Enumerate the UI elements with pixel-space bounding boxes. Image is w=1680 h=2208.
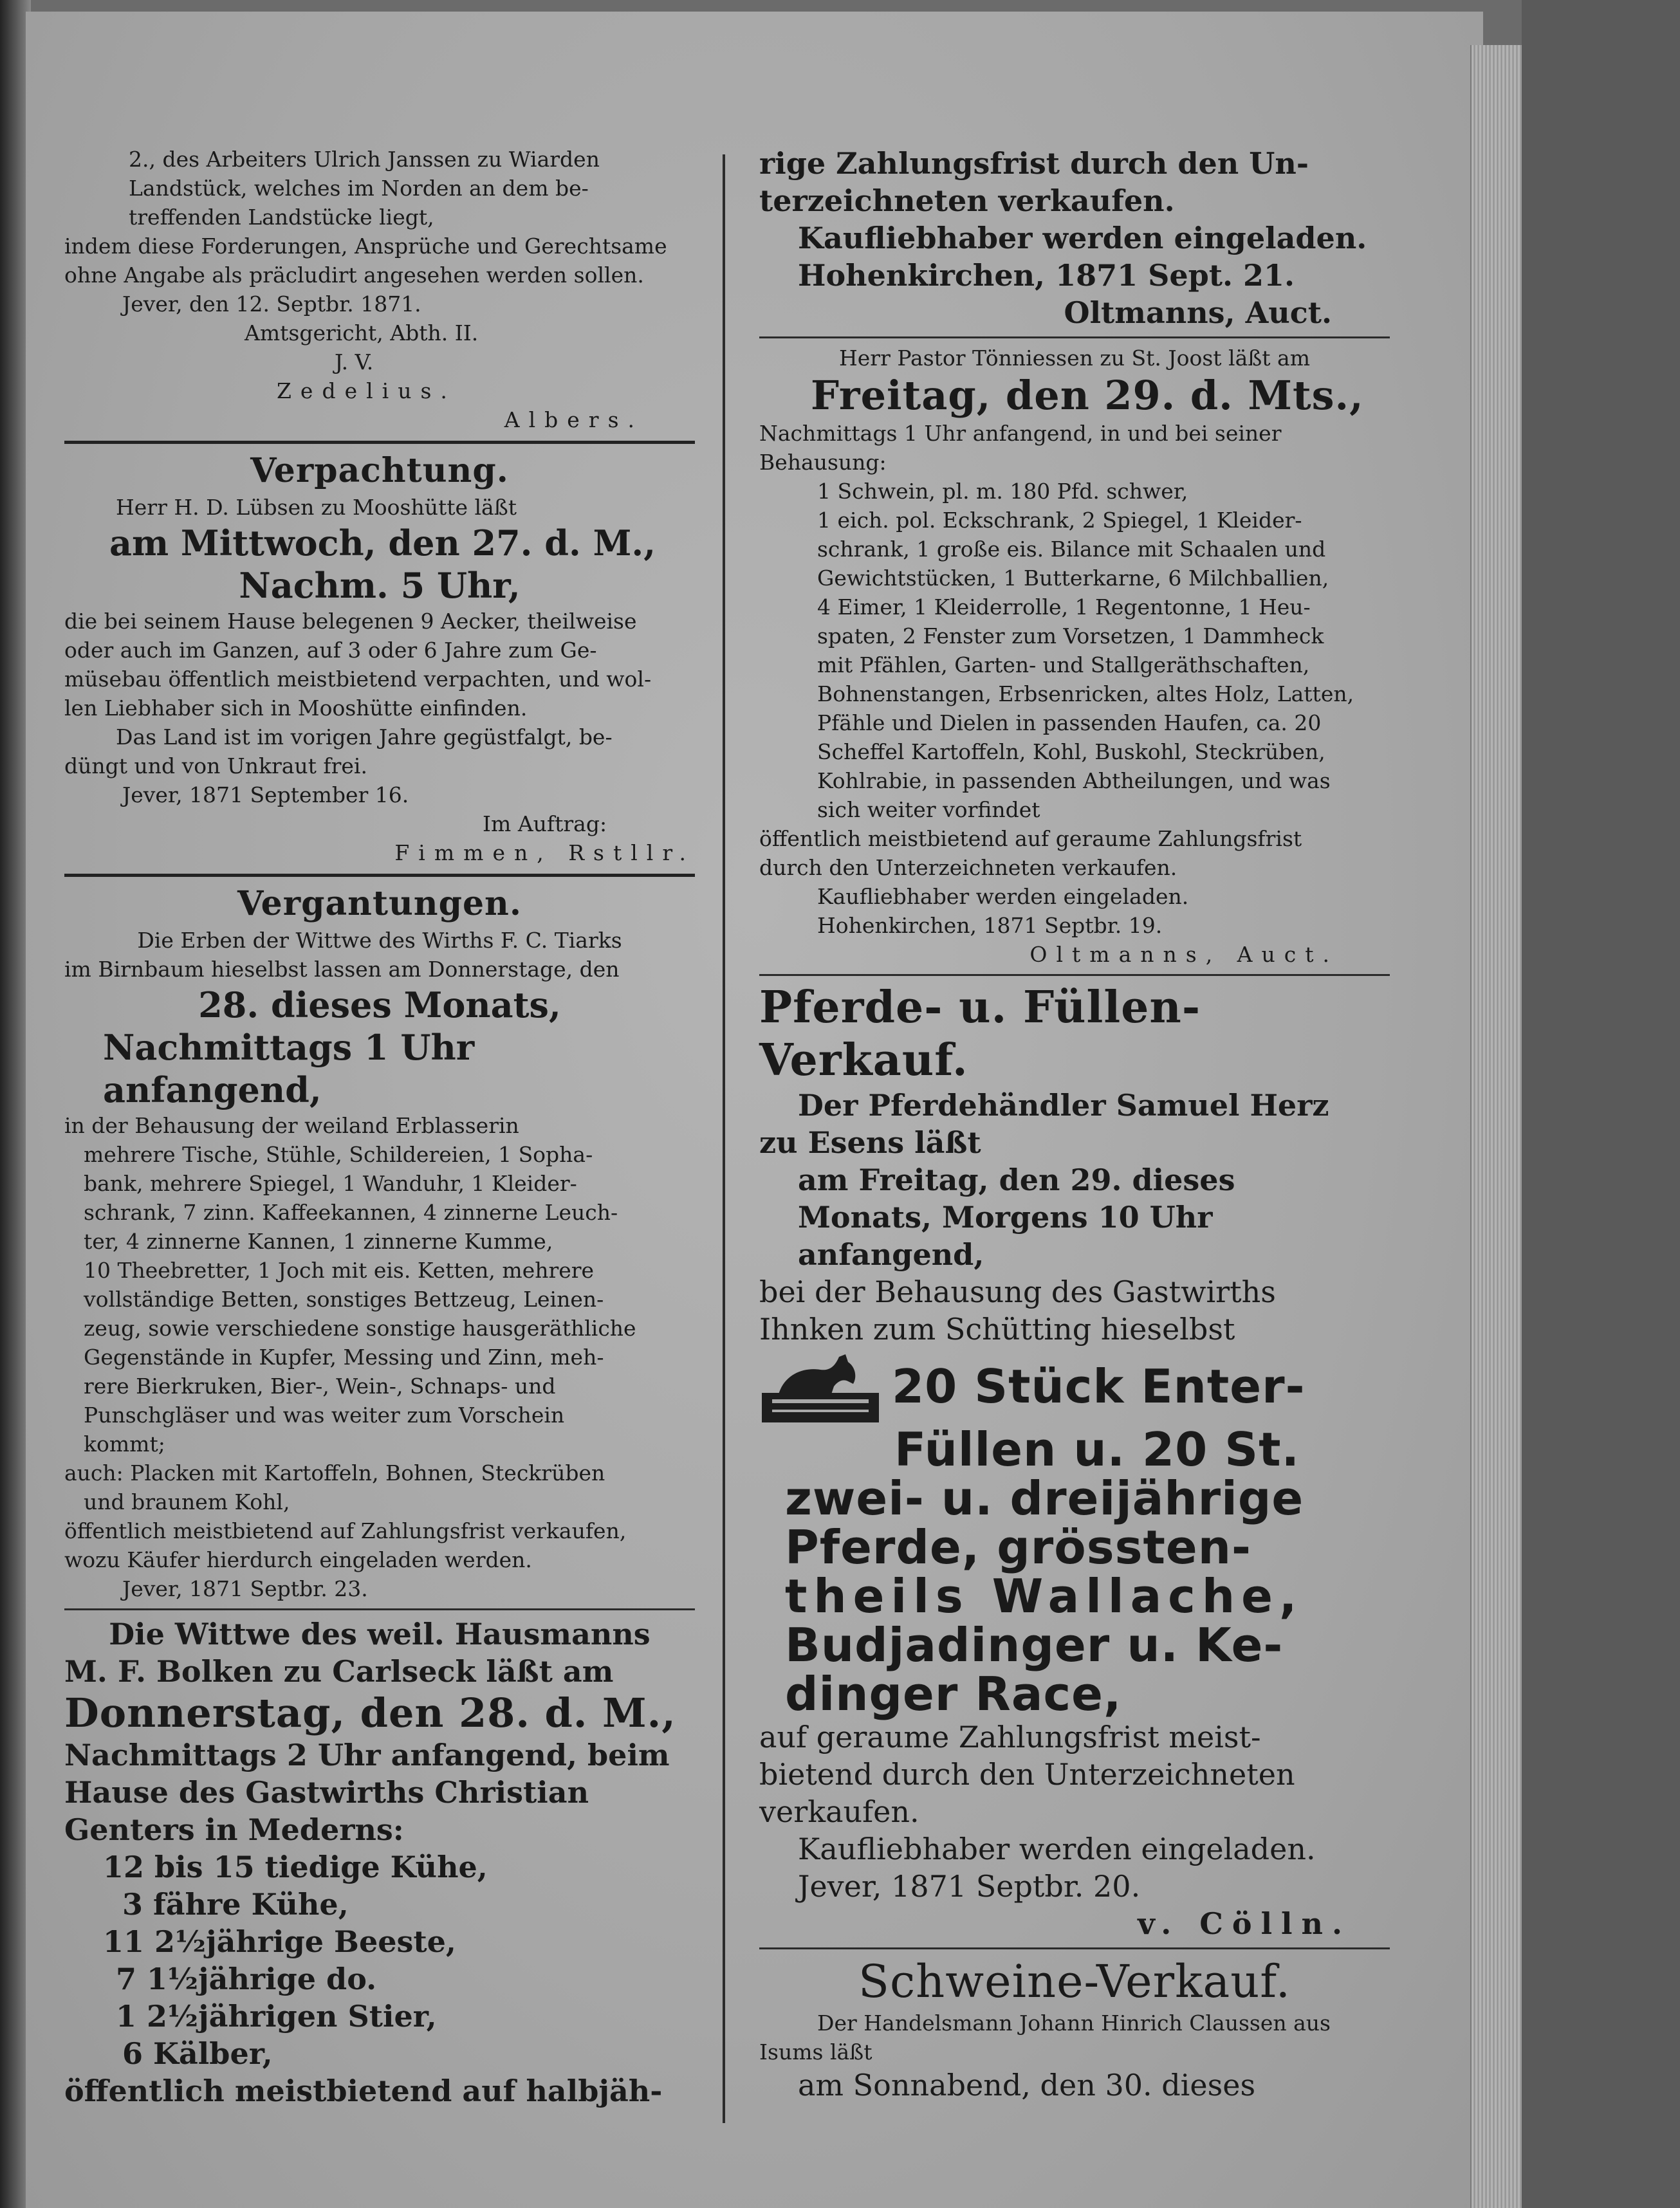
court-name: Amtsgericht, Abth. II. <box>245 320 479 345</box>
page-edges <box>1470 45 1523 2208</box>
intro-line: Die Erben der Wittwe des Wirths F. C. Tiarks <box>137 928 622 953</box>
date-line: Jever, 1871 Septbr. 20. <box>798 1869 1141 1904</box>
item-line: sich weiter vorfindet <box>817 797 1040 822</box>
text-line: zwei- u. dreijährige <box>785 1471 1304 1525</box>
text-line: düngt und von Unkraut frei. <box>64 753 367 778</box>
court-notice <box>64 145 695 434</box>
signature: Zedelius. <box>277 378 456 403</box>
item-line: 1 2½jährigen Stier, <box>116 1999 437 2034</box>
background-right <box>1522 0 1680 2208</box>
column-divider <box>723 154 725 2123</box>
section-rule <box>759 974 1390 976</box>
pastor-notice <box>759 344 1390 969</box>
text-line: wozu Käufer hierdurch eingeladen werden. <box>64 1547 532 1572</box>
section-rule <box>64 441 695 444</box>
item-line: mehrere Tische, Stühle, Schildereien, 1 Sopha- <box>84 1142 593 1167</box>
wittwe-notice <box>64 1615 695 2110</box>
text-line: öffentlich meistbietend auf geraume Zahlungsfrist <box>759 826 1302 851</box>
signature: Fimmen, Rstllr. <box>394 840 695 865</box>
text-line: len Liebhaber sich in Mooshütte einfinden. <box>64 695 528 721</box>
text-line: Kaufliebhaber werden eingeladen. <box>817 884 1189 909</box>
date-line: Donnerstag, den 28. d. M., <box>64 1689 676 1736</box>
date-line: Hohenkirchen, 1871 Septbr. 19. <box>817 913 1163 938</box>
intro-line: Isums läßt <box>759 2039 872 2065</box>
text-line: oder auch im Ganzen, auf 3 oder 6 Jahre zum Ge- <box>64 638 597 663</box>
continued-notice <box>759 145 1390 331</box>
text-line: Behausung: <box>759 450 887 475</box>
section-rule <box>64 874 695 877</box>
item-line: bank, mehrere Spiegel, 1 Wanduhr, 1 Kleider- <box>84 1171 577 1196</box>
item-line: 3 fähre Kühe, <box>122 1887 349 1922</box>
text-line: M. F. Bolken zu Carlseck läßt am <box>64 1654 614 1689</box>
text-line: Landstück, welches im Norden an dem be- <box>129 176 589 201</box>
text-line: die bei seinem Hause belegenen 9 Aecker, theilweise <box>64 609 637 634</box>
section-heading: Verpachtung. <box>250 451 509 490</box>
section-rule <box>759 1947 1390 1949</box>
item-line: Punschgläser und was weiter zum Vorschein <box>84 1403 565 1428</box>
date-line: am Mittwoch, den 27. d. M., <box>109 522 656 564</box>
item-line: 7 1½jährige do. <box>116 1962 377 1996</box>
text-line: anfangend, <box>798 1237 984 1272</box>
item-line: mit Pfählen, Garten- und Stallgeräthschaften, <box>817 652 1310 677</box>
signature: Albers. <box>504 407 643 432</box>
text-line: verkaufen. <box>759 1794 919 1829</box>
item-line: 6 Kälber, <box>122 2036 273 2071</box>
text-line: Nachmittags 2 Uhr anfangend, beim <box>64 1738 670 1772</box>
item-line: schrank, 1 große eis. Bilance mit Schaalen und <box>817 537 1326 562</box>
time-line: Monats, Morgens 10 Uhr <box>798 1200 1213 1235</box>
text-line: ohne Angabe als präcludirt angesehen werden sollen. <box>64 262 644 288</box>
text-line: zu Esens läßt <box>759 1125 981 1160</box>
text-line: müsebau öffentlich meistbietend verpachten, und wol- <box>64 667 652 692</box>
intro-line: Der Handelsmann Johann Hinrich Claussen aus <box>817 2010 1331 2036</box>
intro-line: im Birnbaum hieselbst lassen am Donnerstage, den <box>64 957 620 982</box>
date-line: Jever, 1871 September 16. <box>122 782 409 807</box>
text-line: Ihnken zum Schütting hieselbst <box>759 1312 1235 1347</box>
item-line: Pfähle und Dielen in passenden Haufen, ca. 20 <box>817 710 1322 735</box>
text-line: auch: Placken mit Kartoffeln, Bohnen, Steckrüben <box>64 1460 605 1486</box>
item-line: Gewichtstücken, 1 Butterkarne, 6 Milchballien, <box>817 566 1329 591</box>
text-line: Nachmittags 1 Uhr anfangend, in und bei seiner <box>759 421 1282 446</box>
section-rule <box>759 336 1390 338</box>
text-line: Genters in Mederns: <box>64 1812 404 1847</box>
text-line: Das Land ist im vorigen Jahre gegüstfalgt, be- <box>116 724 613 750</box>
text-line: terzeichneten verkaufen. <box>759 183 1175 218</box>
text-line: dinger Race, <box>785 1667 1122 1721</box>
item-line: 4 Eimer, 1 Kleiderrolle, 1 Regentonne, 1 Heu- <box>817 594 1311 620</box>
right-column <box>759 145 1390 2104</box>
signature: Oltmanns, Auct. <box>1064 295 1332 330</box>
text-line: Füllen u. 20 St. <box>894 1422 1300 1477</box>
item-line: schrank, 7 zinn. Kaffeekannen, 4 zinnerne Leuch- <box>84 1200 618 1225</box>
text-line: 20 Stück Enter- <box>892 1359 1306 1413</box>
text-line: Hause des Gastwirths Christian <box>64 1775 589 1810</box>
signature: v. Cölln. <box>1138 1906 1351 1941</box>
item-line: 11 2½jährige Beeste, <box>103 1924 456 1959</box>
text-line: Kaufliebhaber werden eingeladen. <box>798 1832 1316 1866</box>
time-line: Nachmittags 1 Uhr anfangend, <box>103 1027 475 1110</box>
verpachtung-notice <box>64 450 695 867</box>
text-line: 2., des Arbeiters Ulrich Janssen zu Wiarden <box>129 147 600 172</box>
text-line: Budjadinger u. Ke- <box>785 1618 1284 1672</box>
text-line: theils Wallache, <box>785 1569 1304 1623</box>
item-line: ter, 4 zinnerne Kannen, 1 zinnerne Kumme, <box>84 1229 553 1254</box>
vergantungen-notice <box>64 883 695 1603</box>
item-line: Bohnenstangen, Erbsenricken, altes Holz, Latten, <box>817 681 1354 706</box>
item-line: 10 Theebretter, 1 Joch mit eis. Ketten, mehrere <box>84 1258 595 1283</box>
text-line: indem diese Forderungen, Ansprüche und Gerechtsame <box>64 234 667 259</box>
text-line: durch den Unterzeichneten verkaufen. <box>759 855 1177 880</box>
text-line: bietend durch den Unterzeichneten <box>759 1757 1295 1792</box>
item-line: Scheffel Kartoffeln, Kohl, Buskohl, Steckrüben, <box>817 739 1325 764</box>
auftrag-line: Im Auftrag: <box>483 811 607 836</box>
item-line: 12 bis 15 tiedige Kühe, <box>103 1850 488 1884</box>
item-line: kommt; <box>84 1431 165 1457</box>
text-line: auf geraume Zahlungsfrist meist- <box>759 1720 1261 1754</box>
text-line: bei der Behausung des Gastwirths <box>759 1274 1276 1309</box>
horse-icon <box>759 1348 882 1425</box>
text-line: Pferde, grössten- <box>785 1520 1251 1574</box>
schweine-notice <box>759 1955 1390 2104</box>
date-line: am Freitag, den 29. dieses <box>798 1163 1235 1197</box>
time-line: Nachm. 5 Uhr, <box>239 565 521 606</box>
section-heading: Schweine-Verkauf. <box>858 1955 1291 2008</box>
text-line: treffenden Landstücke liegt, <box>129 205 434 230</box>
item-line: spaten, 2 Fenster zum Vorsetzen, 1 Dammheck <box>817 623 1324 649</box>
signature: Oltmanns, Auct. <box>1029 942 1338 967</box>
date-line: 28. dieses Monats, <box>198 984 561 1026</box>
left-column <box>64 145 695 2110</box>
date-line: am Sonnabend, den 30. dieses <box>798 2068 1256 2102</box>
section-heading: Vergantungen. <box>237 884 522 923</box>
item-line: Gegenstände in Kupfer, Messing und Zinn, meh- <box>84 1345 604 1370</box>
date-line: Freitag, den 29. d. Mts., <box>811 372 1364 419</box>
date-line: Hohenkirchen, 1871 Sept. 21. <box>798 258 1295 293</box>
item-line: zeug, sowie verschiedene sonstige hausgeräthliche <box>84 1316 636 1341</box>
item-line: 1 eich. pol. Eckschrank, 2 Spiegel, 1 Kleider- <box>817 508 1302 533</box>
text-line: und braunem Kohl, <box>84 1489 290 1514</box>
text-line: Der Pferdehändler Samuel Herz <box>798 1088 1329 1123</box>
iv-mark: J. V. <box>335 349 374 374</box>
text-line: Kaufliebhaber werden eingeladen. <box>798 221 1367 255</box>
item-line: rere Bierkruken, Bier-, Wein-, Schnaps- und <box>84 1374 556 1399</box>
intro-line: Herr H. D. Lübsen zu Mooshütte läßt <box>116 495 517 520</box>
date-line: Jever, 1871 Septbr. 23. <box>122 1576 368 1601</box>
date-line: Jever, den 12. Septbr. 1871. <box>122 291 421 317</box>
item-line: 1 Schwein, pl. m. 180 Pfd. schwer, <box>817 479 1188 504</box>
pferde-notice <box>759 981 1390 1942</box>
section-rule <box>64 1608 695 1610</box>
item-line: Kohlrabie, in passenden Abtheilungen, und was <box>817 768 1331 793</box>
text-line: öffentlich meistbietend auf halbjäh- <box>64 2074 663 2108</box>
text-line: in der Behausung der weiland Erblasserin <box>64 1113 519 1138</box>
text-line: rige Zahlungsfrist durch den Un- <box>759 146 1309 181</box>
text-line: öffentlich meistbietend auf Zahlungsfrist verkaufen, <box>64 1518 627 1543</box>
section-heading: Pferde- u. Füllen-Verkauf. <box>759 982 1201 1086</box>
horse-heading <box>759 1348 1390 1425</box>
item-line: vollständige Betten, sonstiges Bettzeug, Leinen- <box>84 1287 604 1312</box>
intro-line: Herr Pastor Tönniessen zu St. Joost läßt am <box>838 345 1311 371</box>
text-line: Die Wittwe des weil. Hausmanns <box>109 1617 651 1651</box>
